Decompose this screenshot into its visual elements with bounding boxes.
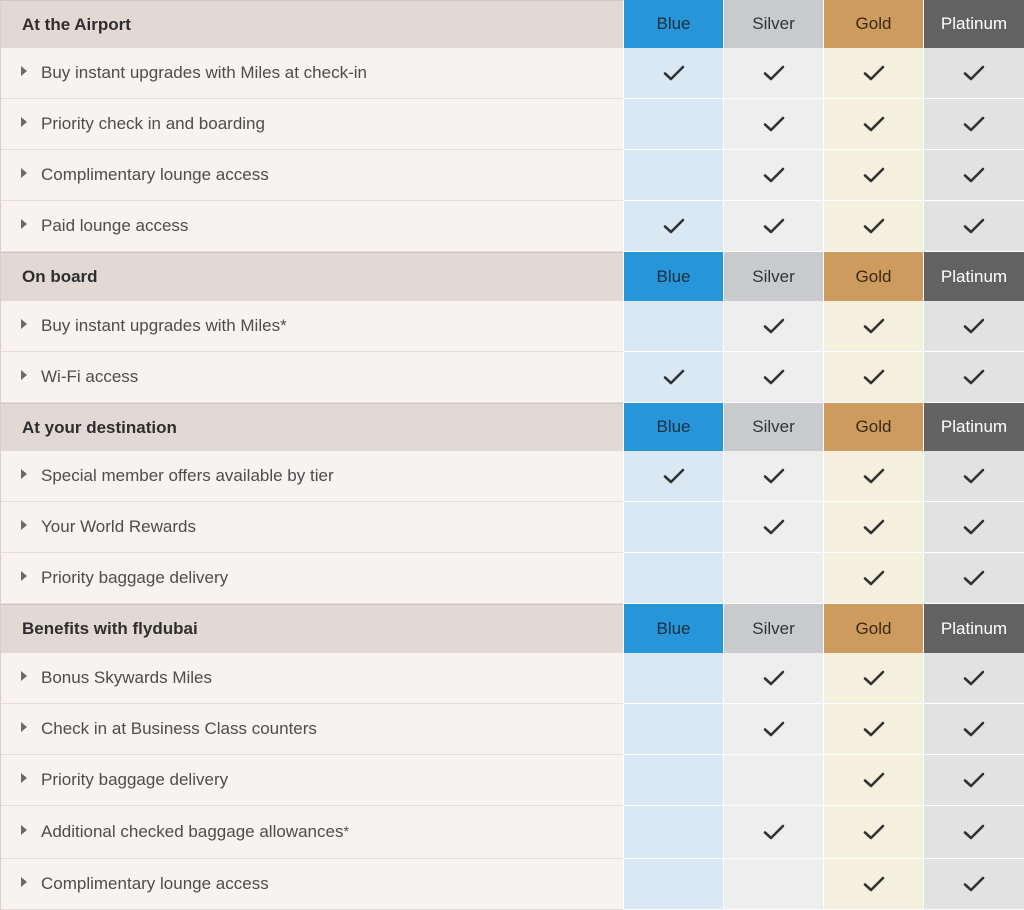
benefit-label-cell[interactable] <box>0 201 623 252</box>
tier-cell-gold <box>823 150 923 201</box>
tier-header-blue: Blue <box>623 0 723 48</box>
tier-cell-blue <box>623 755 723 806</box>
checkmark-icon <box>763 720 785 738</box>
tier-cell-silver <box>723 301 823 352</box>
tier-cell-blue <box>623 150 723 201</box>
checkmark-icon <box>863 720 885 738</box>
checkmark-icon <box>663 368 685 386</box>
tier-cell-gold <box>823 451 923 502</box>
tier-header-silver: Silver <box>723 403 823 451</box>
tier-cell-platinum <box>923 150 1024 201</box>
benefit-row[interactable] <box>0 859 1024 910</box>
tier-cell-blue <box>623 859 723 910</box>
tier-header-silver: Silver <box>723 604 823 653</box>
tier-header-platinum: Platinum <box>923 604 1024 653</box>
checkmark-icon <box>963 166 985 184</box>
tier-cell-blue <box>623 201 723 252</box>
checkmark-icon <box>763 166 785 184</box>
tier-cell-silver <box>723 755 823 806</box>
expand-caret-icon[interactable] <box>21 117 27 127</box>
checkmark-icon <box>963 467 985 485</box>
checkmark-icon <box>763 823 785 841</box>
tier-cell-platinum <box>923 704 1024 755</box>
benefit-label: Wi-Fi access <box>41 367 139 386</box>
section-title: Benefits with flydubai <box>0 604 623 653</box>
expand-caret-icon[interactable] <box>21 469 27 479</box>
tier-cell-platinum <box>923 201 1024 252</box>
tier-cell-gold <box>823 553 923 604</box>
benefit-row[interactable] <box>0 150 1024 201</box>
benefit-label-cell[interactable] <box>0 99 623 150</box>
expand-caret-icon[interactable] <box>21 219 27 229</box>
benefit-row[interactable] <box>0 301 1024 352</box>
section-header <box>0 403 1024 451</box>
benefit-label-cell[interactable] <box>0 502 623 553</box>
tier-cell-silver <box>723 352 823 403</box>
expand-caret-icon[interactable] <box>21 319 27 329</box>
section-title: At your destination <box>0 403 623 451</box>
benefit-row[interactable] <box>0 704 1024 755</box>
expand-caret-icon[interactable] <box>21 66 27 76</box>
expand-caret-icon[interactable] <box>21 571 27 581</box>
benefit-row[interactable] <box>0 352 1024 403</box>
benefit-label-cell[interactable] <box>0 352 623 403</box>
benefit-label: Additional checked baggage allowances <box>41 822 344 841</box>
checkmark-icon <box>863 368 885 386</box>
benefit-label-cell[interactable] <box>0 553 623 604</box>
checkmark-icon <box>763 467 785 485</box>
expand-caret-icon[interactable] <box>21 370 27 380</box>
tier-cell-blue <box>623 352 723 403</box>
benefit-label-cell[interactable] <box>0 48 623 99</box>
checkmark-icon <box>763 518 785 536</box>
tier-cell-gold <box>823 502 923 553</box>
checkmark-icon <box>963 720 985 738</box>
tier-cell-blue <box>623 301 723 352</box>
benefit-label: Complimentary lounge access <box>41 165 269 184</box>
checkmark-icon <box>863 823 885 841</box>
tier-cell-platinum <box>923 755 1024 806</box>
section-header <box>0 604 1024 653</box>
checkmark-icon <box>863 518 885 536</box>
tier-cell-gold <box>823 859 923 910</box>
section-header <box>0 252 1024 301</box>
tier-header-platinum: Platinum <box>923 0 1024 48</box>
tier-cell-platinum <box>923 99 1024 150</box>
tier-cell-platinum <box>923 502 1024 553</box>
benefit-label: Complimentary lounge access <box>41 874 269 893</box>
checkmark-icon <box>863 115 885 133</box>
tier-cell-platinum <box>923 806 1024 859</box>
benefit-row[interactable] <box>0 806 1024 859</box>
checkmark-icon <box>963 569 985 587</box>
benefit-row[interactable] <box>0 755 1024 806</box>
tier-cell-platinum <box>923 301 1024 352</box>
checkmark-icon <box>963 64 985 82</box>
tier-cell-silver <box>723 553 823 604</box>
expand-caret-icon[interactable] <box>21 520 27 530</box>
checkmark-icon <box>863 64 885 82</box>
tier-cell-gold <box>823 99 923 150</box>
checkmark-icon <box>963 771 985 789</box>
benefit-label: Bonus Skywards Miles <box>41 668 213 687</box>
tier-cell-silver <box>723 806 823 859</box>
checkmark-icon <box>863 217 885 235</box>
tier-header-platinum: Platinum <box>923 403 1024 451</box>
expand-caret-icon[interactable] <box>21 877 27 887</box>
checkmark-icon <box>763 64 785 82</box>
checkmark-icon <box>863 166 885 184</box>
checkmark-icon <box>863 875 885 893</box>
expand-caret-icon[interactable] <box>21 722 27 732</box>
checkmark-icon <box>963 875 985 893</box>
benefit-label: Buy instant upgrades with Miles at check-in <box>41 63 367 82</box>
checkmark-icon <box>763 317 785 335</box>
benefit-label: Paid lounge access <box>41 216 189 235</box>
benefit-label: Special member offers available by tier <box>41 466 334 485</box>
checkmark-icon <box>763 115 785 133</box>
tier-header-silver: Silver <box>723 252 823 301</box>
benefit-label: Priority check in and boarding <box>41 114 265 133</box>
benefit-label: Your World Rewards <box>41 517 196 536</box>
benefit-row[interactable] <box>0 553 1024 604</box>
benefit-label: Priority baggage delivery <box>41 770 229 789</box>
benefit-label-cell[interactable] <box>0 150 623 201</box>
tier-header-gold: Gold <box>823 403 923 451</box>
tier-cell-gold <box>823 704 923 755</box>
expand-caret-icon[interactable] <box>21 825 27 835</box>
tier-cell-blue <box>623 48 723 99</box>
benefit-label-cell[interactable] <box>0 704 623 755</box>
tier-cell-silver <box>723 502 823 553</box>
tier-cell-gold <box>823 48 923 99</box>
benefit-label: Priority baggage delivery <box>41 568 229 587</box>
tier-header-blue: Blue <box>623 403 723 451</box>
footnote-marker: * <box>343 824 349 840</box>
tier-cell-platinum <box>923 553 1024 604</box>
benefit-row[interactable] <box>0 48 1024 99</box>
section-title: On board <box>0 252 623 301</box>
section-title: At the Airport <box>0 0 623 48</box>
tier-cell-silver <box>723 451 823 502</box>
tier-header-blue: Blue <box>623 604 723 653</box>
tier-cell-platinum <box>923 48 1024 99</box>
tier-cell-gold <box>823 352 923 403</box>
benefit-label-cell[interactable] <box>0 451 623 502</box>
checkmark-icon <box>863 569 885 587</box>
benefit-label: Check in at Business Class counters <box>41 719 317 738</box>
tier-cell-blue <box>623 99 723 150</box>
tier-cell-silver <box>723 150 823 201</box>
tier-cell-gold <box>823 301 923 352</box>
checkmark-icon <box>863 467 885 485</box>
tier-cell-blue <box>623 502 723 553</box>
benefit-label-cell[interactable] <box>0 301 623 352</box>
tier-header-gold: Gold <box>823 604 923 653</box>
benefit-row[interactable] <box>0 201 1024 252</box>
tier-header-platinum: Platinum <box>923 252 1024 301</box>
tier-cell-blue <box>623 653 723 704</box>
checkmark-icon <box>863 771 885 789</box>
benefit-row[interactable] <box>0 653 1024 704</box>
tier-cell-platinum <box>923 352 1024 403</box>
benefit-row[interactable] <box>0 99 1024 150</box>
tier-cell-silver <box>723 48 823 99</box>
checkmark-icon <box>963 368 985 386</box>
tier-cell-silver <box>723 704 823 755</box>
tier-header-gold: Gold <box>823 0 923 48</box>
benefit-label: Buy instant upgrades with Miles* <box>41 316 287 335</box>
checkmark-icon <box>963 669 985 687</box>
expand-caret-icon[interactable] <box>21 168 27 178</box>
checkmark-icon <box>763 669 785 687</box>
checkmark-icon <box>763 368 785 386</box>
checkmark-icon <box>663 217 685 235</box>
tier-header-gold: Gold <box>823 252 923 301</box>
tier-cell-blue <box>623 806 723 859</box>
benefit-label-cell[interactable] <box>0 653 623 704</box>
tier-cell-blue <box>623 451 723 502</box>
checkmark-icon <box>963 823 985 841</box>
tier-cell-platinum <box>923 859 1024 910</box>
expand-caret-icon[interactable] <box>21 671 27 681</box>
checkmark-icon <box>863 669 885 687</box>
benefit-label-cell[interactable] <box>0 755 623 806</box>
section-header <box>0 0 1024 48</box>
tier-cell-silver <box>723 99 823 150</box>
benefit-row[interactable] <box>0 502 1024 553</box>
expand-caret-icon[interactable] <box>21 773 27 783</box>
tier-cell-blue <box>623 704 723 755</box>
tier-cell-platinum <box>923 451 1024 502</box>
tier-cell-gold <box>823 653 923 704</box>
checkmark-icon <box>963 217 985 235</box>
tier-header-silver: Silver <box>723 0 823 48</box>
checkmark-icon <box>663 467 685 485</box>
tier-cell-gold <box>823 806 923 859</box>
benefit-label-cell[interactable] <box>0 859 623 910</box>
tier-cell-blue <box>623 553 723 604</box>
tier-header-blue: Blue <box>623 252 723 301</box>
tier-cell-platinum <box>923 653 1024 704</box>
checkmark-icon <box>863 317 885 335</box>
tier-cell-silver <box>723 201 823 252</box>
checkmark-icon <box>963 317 985 335</box>
checkmark-icon <box>763 217 785 235</box>
tier-cell-gold <box>823 201 923 252</box>
checkmark-icon <box>963 518 985 536</box>
checkmark-icon <box>663 64 685 82</box>
benefit-label-cell[interactable] <box>0 806 623 859</box>
benefit-row[interactable] <box>0 451 1024 502</box>
checkmark-icon <box>963 115 985 133</box>
tier-cell-gold <box>823 755 923 806</box>
tier-cell-silver <box>723 653 823 704</box>
tier-cell-silver <box>723 859 823 910</box>
